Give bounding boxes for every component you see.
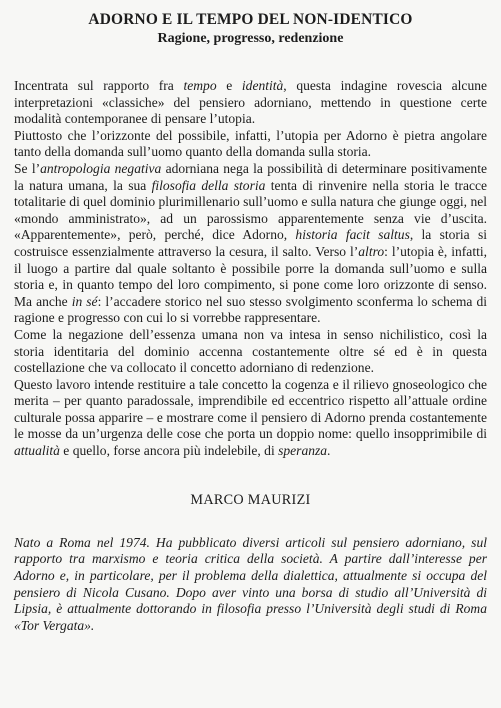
italic-term: historia facit saltus [295, 227, 410, 243]
text-run: Se l’ [14, 160, 41, 176]
italic-term: antropologia negativa [40, 160, 162, 176]
text-run: : l’accadere storico nel suo stesso svolgimento sconferma lo schema di ragione e progresso con cui lo si vorrebbe rappresentare. [14, 293, 487, 326]
italic-term: speranza [278, 443, 328, 459]
text-run: Piuttosto che l’orizzonte del possibile, infatti, l’utopia per Adorno è pietra angolare tanto della domanda sull’uomo quanto della domanda sulla storia. [14, 127, 487, 160]
blurb-paragraph [14, 78, 487, 128]
header [14, 10, 487, 48]
text-run: : l’utopia è, infatti, il luogo a partire dal quale soltanto è possibile porre la domanda sull’uomo e sulla storia e, in quanto tempo del loro compimento, si pone come loro orizzonte di senso. Ma anche [14, 243, 487, 309]
blurb-paragraph [14, 377, 487, 460]
author-bio-paragraph: Nato a Roma nel 1974. Ha pubblicato diversi articoli sul pensiero adorniano, sul rapporto tra marxismo e teoria critica della società. A partire dall’interesse per Adorno e, in particolare, per il problema della dialettica, attualmente si occupa del pensiero di Nicola Cusano. Dopo aver vinto una borsa di studio all’Università di Lipsia, è attualmente dottorando in filosofia presso l’Università degli studi di Roma «Tor Vergata». [14, 534, 487, 634]
blurb-paragraph [14, 128, 487, 161]
blurb-text [14, 78, 487, 460]
text-run: tenta di rinvenire nella storia le tracce totalitarie di quel dominio plurimillenario sull’uomo e sulla natura che giunge oggi, nel «mondo amministrato», ad un parossismo apparentemente senza vie d’uscita. «Apparentemente», però, perché, dice Adorno, [14, 177, 487, 243]
author-bio [14, 535, 487, 635]
blurb-paragraph [14, 327, 487, 377]
text-run: Questo lavoro intende restituire a tale concetto la cogenza e il rilievo gnoseologico che merita – per quanto paradossale, imprendibile ed eccentrico rispetto all’attuale ordine culturale possa apparire – e mostrare come il pensiero di Adorno prenda costantemente le mosse da un’urgenza delle cose che porta un doppio nome: quello insopprimibile di [14, 376, 487, 442]
italic-term: attualità [14, 443, 60, 459]
text-run: , la storia si costruisce essenzialmente attraverso la cesura, il salto. Verso l’ [14, 227, 487, 259]
text-run: e quello, forse ancora più indelebile, di [59, 443, 279, 459]
author-name: MARCO MAURIZI [190, 491, 311, 508]
text-run: e [216, 78, 242, 93]
italic-term: filosofia della storia [151, 177, 266, 193]
text-run: Incentrata sul rapporto fra [14, 78, 184, 93]
book-subtitle: Ragione, progresso, redenzione [157, 31, 344, 46]
text-run: . [327, 443, 331, 459]
text-run: , questa indagine rovescia alcune interpretazioni «classiche» del pensiero adorniano, mettendo in questione certe modalità contemporanee di pensare l’utopia. [14, 78, 488, 127]
text-run: Come la negazione dell’essenza umana non va intesa in senso nichilistico, così la storia identitaria del dominio accenna costantemente oltre sé ed è in questa costellazione che va collocato il concetto adorniano di redenzione. [14, 326, 487, 376]
text-run: adorniana nega la possibilità di determinare positivamente la natura umana, la sua [14, 160, 487, 193]
blurb-paragraph [14, 161, 487, 327]
book-title: ADORNO E IL TEMPO DEL NON-IDENTICO [88, 11, 413, 28]
italic-term: altro [358, 243, 385, 259]
italic-term: tempo [183, 78, 217, 93]
italic-term: in sé [71, 293, 98, 309]
italic-term: identità [241, 78, 284, 93]
